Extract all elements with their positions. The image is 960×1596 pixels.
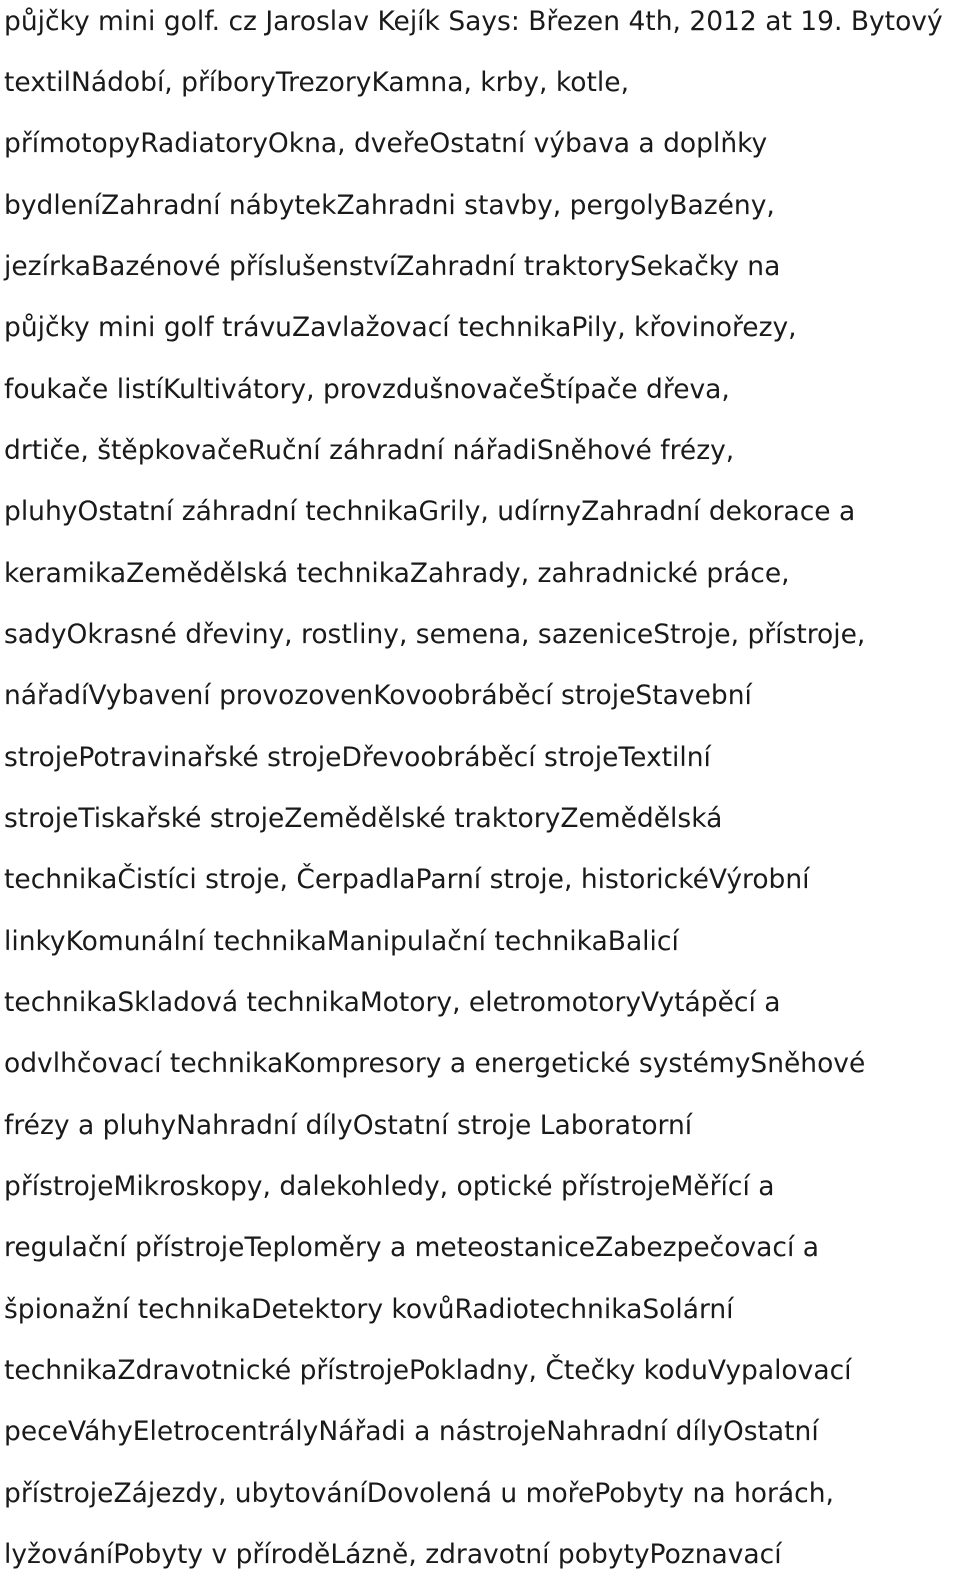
text-line: drtiče, štěpkovačeRuční záhradní nářadiSněhové frézy, <box>4 435 735 466</box>
text-line: technikaSkladová technikaMotory, eletromotoryVytápěcí a <box>4 987 781 1018</box>
text-line: foukače listíKultivátory, provzdušnovačeŠtípače dřeva, <box>4 374 730 405</box>
text-line: frézy a pluhyNahradní dílyOstatní stroje Laboratorní <box>4 1110 693 1141</box>
text-line: textilNádobí, příboryTrezoryKamna, krby, kotle, <box>4 67 629 98</box>
text-line: půjčky mini golf trávuZavlažovací technikaPily, křovinořezy, <box>4 312 797 343</box>
text-line: přístrojeZájezdy, ubytováníDovolená u mořePobyty na horách, <box>4 1478 834 1509</box>
text-line: bydleníZahradní nábytekZahradni stavby, pergolyBazény, <box>4 190 775 221</box>
text-line: keramikaZemědělská technikaZahrady, zahradnické práce, <box>4 558 790 589</box>
text-line: regulační přístrojeTeploměry a meteostaniceZabezpečovací a <box>4 1232 819 1263</box>
text-line: strojePotravinařské strojeDřevoobráběcí strojeTextilní <box>4 742 711 773</box>
text-line: přímotopyRadiatoryOkna, dveřeOstatní výbava a doplňky <box>4 128 768 159</box>
text-line: odvlhčovací technikaKompresory a energetické systémySněhové <box>4 1048 866 1079</box>
text-line: lyžováníPobyty v příroděLázně, zdravotní pobytyPoznavací <box>4 1539 782 1570</box>
text-line: technikaČistíci stroje, ČerpadlaParní stroje, historickéVýrobní <box>4 864 810 895</box>
text-line: strojeTiskařské strojeZemědělské traktoryZemědělská <box>4 803 723 834</box>
text-line: jezírkaBazénové příslušenstvíZahradní traktorySekačky na <box>4 251 781 282</box>
text-line: pluhyOstatní záhradní technikaGrily, udírnyZahradní dekorace a <box>4 496 856 527</box>
text-line: technikaZdravotnické přístrojePokladny, Čtečky koduVypalovací <box>4 1355 852 1386</box>
text-line: peceVáhyEletrocentrályNářadi a nástrojeNahradní dílyOstatní <box>4 1416 819 1447</box>
text-line: půjčky mini golf. cz Jaroslav Kejík Says: Březen 4th, 2012 at 19. Bytový <box>4 6 943 37</box>
text-line: přístrojeMikroskopy, dalekohledy, optické přístrojeMěřící a <box>4 1171 775 1202</box>
text-line: linkyKomunální technikaManipulační technikaBalicí <box>4 926 679 957</box>
text-line: nářadíVybavení provozovenKovoobráběcí strojeStavební <box>4 680 752 711</box>
text-line: sadyOkrasné dřeviny, rostliny, semena, sazeniceStroje, přístroje, <box>4 619 866 650</box>
text-line: špionažní technikaDetektory kovůRadiotechnikaSolární <box>4 1294 734 1325</box>
